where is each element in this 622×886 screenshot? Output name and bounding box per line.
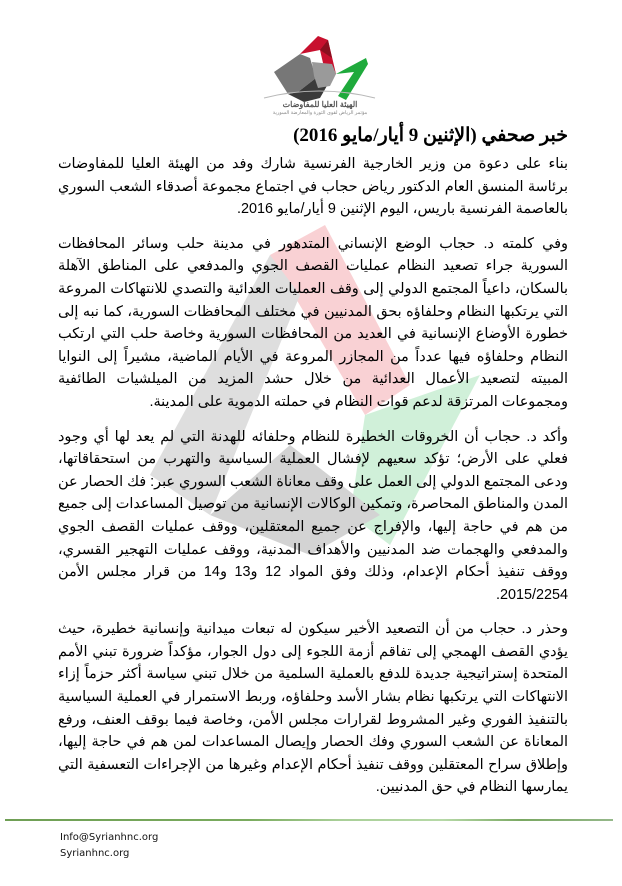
logo-title: الهيئة العليا للمفاوضات bbox=[282, 100, 358, 109]
footer-contact bbox=[60, 830, 158, 862]
paragraph-warning: وحذر د. حجاب من أن التصعيد الأخير سيكون له تبعات ميدانية وإنسانية خطيرة، حيث يؤدي القصف الهمجي إلى تفاقم أزمة اللجوء إلى دول الجوار، مؤكداً ضرورة تبني الأمم المتحدة إستراتيجية جديدة للدفع بالعملية السلمية من خلال تبني سياسة أكثر حزماً إزاء الانتهاكات التي يرتكبها نظام بشار الأسد وحلفاؤه، وربط الاستمرار في العملية السياسية بالتنفيذ الفوري وغير المشروط لقرارات مجلس الأمن، وخاصة فيما بوقف العنف، ورفع المعاناة عن الشعب السوري وفك الحصار وإيصال المساعدات لمن هم في حاجة إليها، وإطلاق سراح المعتقلين ووقف تنفيذ أحكام الإعدام وغيرها من الإجراءات التعسفية التي يمارسها النظام في حق المدنيين. bbox=[58, 621, 568, 796]
press-release-headline: خبر صحفي (الإثنين 9 أيار/مايو 2016) bbox=[293, 125, 568, 146]
press-release-body bbox=[58, 124, 568, 811]
paragraph-truce-violations: وأكد د. حجاب أن الخروقات الخطيرة للنظام وحلفائه للهدنة التي لم يعد لها أي وجود فعلي على الأرض؛ تؤكد سعيهم لإفشال العملية السياسية والتهرب من استحقاقاتها، ودعى المجتمع الدولي إلى العمل على وقف معاناة الشعب السوري عبر: فك الحصار عن المدن والمناطق المحاصرة، وتمكين الوكالات الإنسانية من توصيل المساعدات إلى جميع من هم في حاجة إليها، والإفراج عن جميع المعتقلين، ووقف عمليات القصف الجوي والمدفعي والهجمات ضد المدنيين والأهداف المدنية، ووقف عمليات التهجير القسري، ووقف تنفيذ أحكام الإعدام، وذلك وفق المواد 12 و13 و14 من قرار مجلس الأمن 2015/2254. bbox=[58, 428, 568, 603]
logo-subtitle: مؤتمر الرياض لقوى الثورة والمعارضة السورية bbox=[272, 110, 368, 116]
paragraph-invitation: بناء على دعوة من وزير الخارجية الفرنسية شارك وفد من الهيئة العليا للمفاوضات برئاسة المنسق العام الدكتور رياض حجاب في اجتماع مجموعة أصدقاء الشعب السوري بالعاصمة الفرنسية باريس، اليوم الإثنين 9 أيار/مايو 2016. bbox=[58, 156, 568, 218]
logo-arc-icon bbox=[262, 88, 377, 100]
footer-email-link[interactable]: Info@Syrianhnc.org bbox=[60, 832, 159, 843]
footer-website-link[interactable]: Syrianhnc.org bbox=[60, 848, 130, 859]
paragraph-humanitarian-situation: وفي كلمته د. حجاب الوضع الإنساني المتدهور في مدينة حلب وسائر المحافظات السورية جراء تصعيد النظام عمليات القصف الجوي والمدفعي على المناطق الآهلة بالسكان، داعياً المجتمع الدولي إلى وقف العمليات العدائية والتصدي للانتهاكات المروعة التي يرتكبها النظام وحلفاؤه بحق المدنيين في مختلف المحافظات السورية، كما نبه إلى خطورة الأوضاع الإنسانية في العديد من المحافظات السورية وخاصة حلب التي ارتكب النظام وحلفاؤه فيها عدداً من المجازر المروعة في الأيام الماضية، مشيراً إلى النوايا المبيته لتصعيد الأعمال العدائية من خلال حشد المزيد من الميلشيات الطائفية ومجموعات المرتزقة لدعم قوات النظام في حملته الدموية على المدينة. bbox=[58, 235, 568, 410]
footer-divider bbox=[5, 819, 613, 821]
